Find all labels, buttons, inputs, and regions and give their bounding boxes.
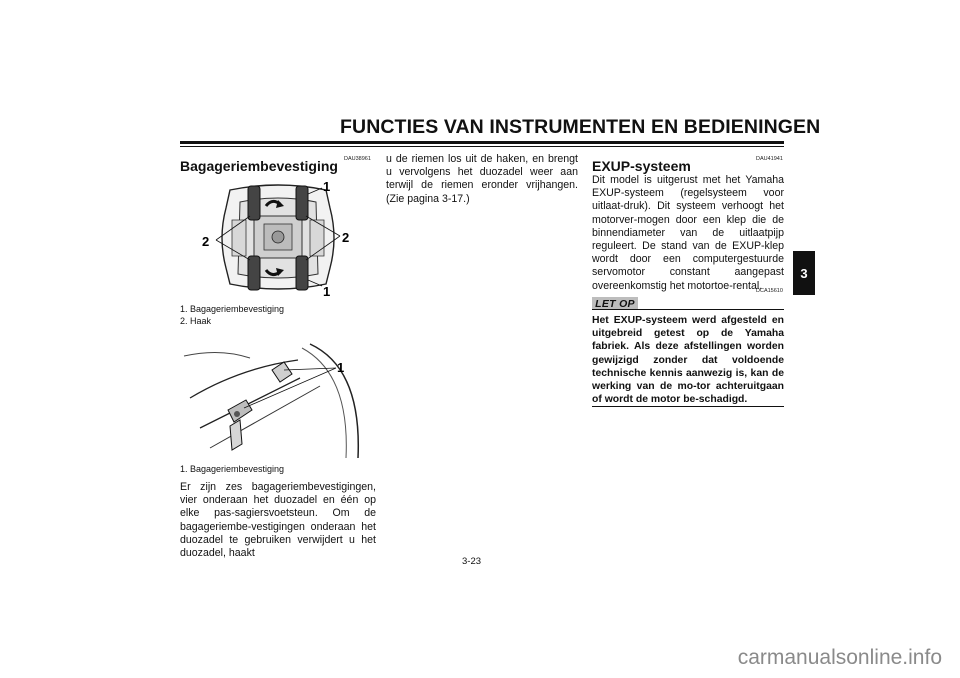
- watermark: carmanualsonline.info: [737, 646, 942, 669]
- section-title-bagage: Bagageriembevestiging: [180, 158, 338, 174]
- header-rule-thick: [180, 141, 784, 144]
- figure-caption: 1. Bagageriembevestiging: [180, 304, 285, 314]
- body-paragraph: u de riemen los uit de haken, en brengt u vervolgens het duozadel weer aan terwijl de riemen eronder vrijhangen. (Zie pagina 3-17.): [386, 153, 578, 205]
- body-paragraph: Dit model is uitgerust met het Yamaha EXUP-systeem (regelsysteem voor uitlaat-druk). Dit systeem verhoogt het motorver-mogen door een klep die de binnendiameter van de uitlaatpijp reguleert. De stand van de EXUP-klep wordt door een computergestuurde servomotor constant aangepast overeenkomstig het motortoe-rental.: [592, 174, 784, 292]
- body-paragraph: Er zijn zes bagageriembevestigingen, vier onderaan het duozadel en één op elke pas-sagiersvoetsteun. Om de bagageriembe-vestigingen onderaan het duozadel te gebruiken verwijdert u het duozadel, haakt: [180, 481, 376, 560]
- figure-label: 1: [323, 179, 331, 194]
- chapter-tab[interactable]: 3: [793, 251, 815, 295]
- section-code: DAU38961: [344, 156, 371, 162]
- caution-rule-bottom: [592, 406, 784, 407]
- caution-code: DCA15610: [756, 288, 783, 294]
- section-code: DAU41941: [756, 156, 783, 162]
- luggage-hooks-figure: [180, 176, 376, 300]
- figure-caption: 2. Haak: [180, 316, 212, 326]
- section-title-exup: EXUP-systeem: [592, 158, 691, 174]
- page-number: 3-23: [462, 556, 482, 567]
- figure-label: 1: [323, 284, 331, 299]
- caution-text: Het EXUP-systeem werd afgesteld en uitgebreid getest op de Yamaha fabriek. Als deze afstellingen worden gewijzigd zonder dat voldoende technische kennis aanwezig is, kan de werking van de mo-tor achteruitgaan of wordt de motor be-schadigd.: [592, 315, 784, 406]
- figure-caption: 1. Bagageriembevestiging: [180, 464, 285, 474]
- page-title: FUNCTIES VAN INSTRUMENTEN EN BEDIENINGEN: [340, 116, 821, 138]
- figure-label: 2: [342, 230, 350, 245]
- header-rule-thin: [180, 146, 784, 147]
- caution-rule-top: [592, 309, 784, 310]
- footrest-hook-figure: [180, 338, 376, 458]
- figure-label: 2: [202, 234, 210, 249]
- caution-label: LET OP: [592, 297, 638, 310]
- figure-label: 1: [337, 360, 345, 375]
